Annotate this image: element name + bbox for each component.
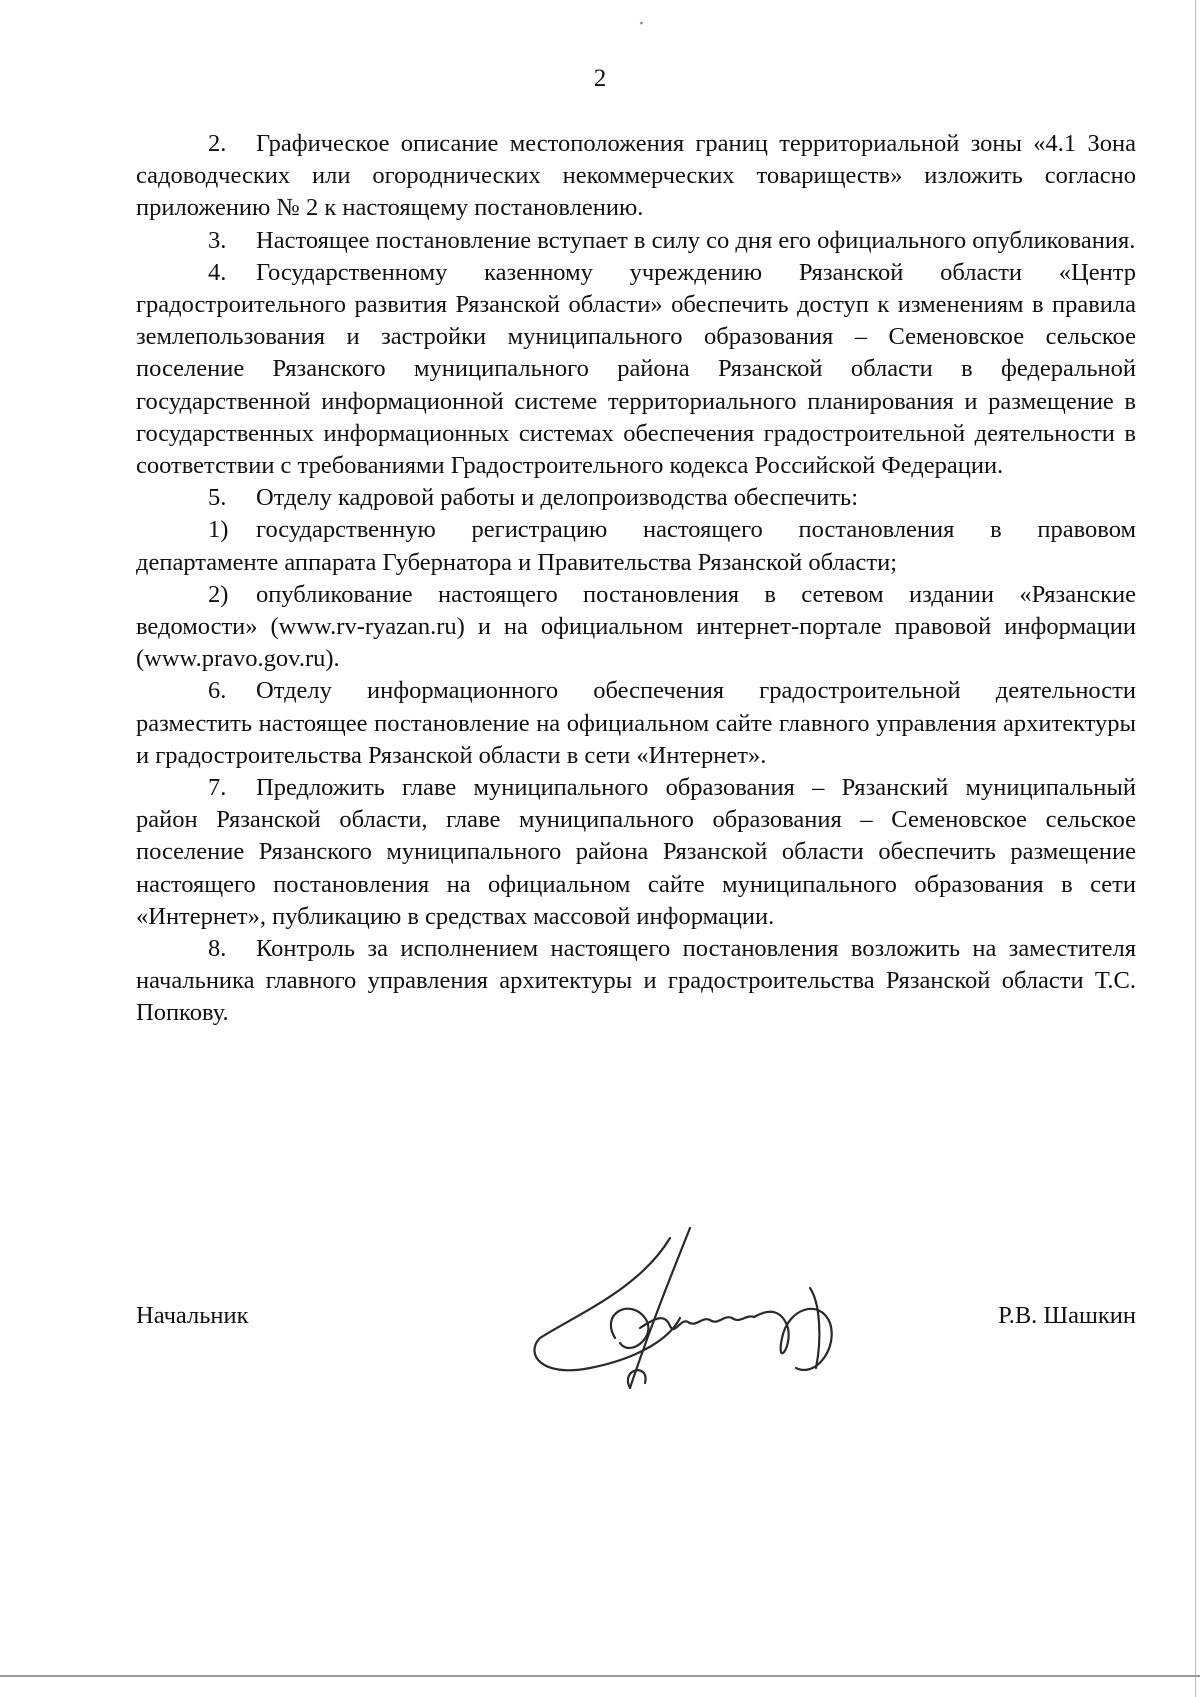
paragraph-4 (136, 257, 1136, 482)
paragraph-7 (136, 772, 1136, 933)
paragraph-number: 8. (208, 935, 227, 963)
scan-edge-bottom (0, 1675, 1200, 1677)
paragraph-text: Государственному казенному учреждению Рязанской области «Центр градостроительного развития Рязанской области» обеспечить доступ к изменениям в правила землепользования и застройки муниципального образования – Семеновское сельское поселение Рязанского муниципального района Рязанской области в федеральной государственной информационной системе территориального планирования и размещение в государственных информационных системах обеспечения градостроительной деятельности в соответствии с требованиями Градостроительного кодекса Российской Федерации. (136, 258, 1136, 480)
paragraph-8 (136, 933, 1136, 1030)
paragraph-text: Настоящее постановление вступает в силу со дня его официального опубликования. (256, 226, 1136, 254)
scan-edge-right (1195, 0, 1196, 1697)
document-body (136, 128, 1136, 1030)
page-number: 2 (593, 65, 607, 92)
paragraph-3 (136, 225, 1136, 257)
paragraph-number: 6. (208, 677, 227, 705)
paragraph-5 (136, 482, 1136, 514)
paragraph-text: Контроль за исполнением настоящего постановления возложить на заместителя начальника главного управления архитектуры и градостроительства Рязанской области Т.С. Попкову. (136, 935, 1136, 1027)
paragraph-text: государственную регистрацию настоящего постановления в правовом департаменте аппарата Губернатора и Правительства Рязанской области; (136, 516, 1136, 576)
subparagraph-5-1 (136, 514, 1136, 578)
signature-block (136, 1300, 1136, 1400)
paragraph-number: 4. (208, 258, 227, 286)
paragraph-6 (136, 675, 1136, 772)
paragraph-number: 7. (208, 774, 227, 802)
signatory-title: Начальник (136, 1302, 249, 1329)
paragraph-number: 2. (208, 130, 227, 157)
paragraph-number: 1) (208, 516, 229, 544)
paragraph-number: 3. (208, 226, 227, 254)
signatory-name: Р.В. Шашкин (998, 1302, 1136, 1329)
subparagraph-5-2 (136, 579, 1136, 676)
paragraph-2 (136, 128, 1136, 225)
paragraph-number: 5. (208, 484, 227, 512)
paragraph-text: Отделу кадровой работы и делопроизводства обеспечить: (256, 484, 859, 512)
paragraph-text: Предложить главе муниципального образования – Рязанский муниципальный район Рязанской области, главе муниципального образования – Семеновское сельское поселение Рязанского муниципального района Рязанской области обеспечить размещение настоящего постановления на официальном сайте муниципального образования в сети «Интернет», публикацию в средствах массовой информации. (136, 774, 1136, 930)
paragraph-text: Графическое описание местоположения границ территориальной зоны «4.1 Зона садоводческих или огороднических некоммерческих товариществ» изложить согласно приложению № 2 к настоящему постановлению. (136, 130, 1136, 222)
paragraph-text: опубликование настоящего постановления в сетевом издании «Рязанские ведомости» (www.rv-ryazan.ru) и на официальном интернет-портале правовой информации (www.pravo.gov.ru). (136, 580, 1136, 673)
paragraph-number: 2) (208, 580, 229, 608)
scan-speck (640, 21, 644, 24)
paragraph-text: Отделу информационного обеспечения градостроительной деятельности разместить настоящее постановление на официальном сайте главного управления архитектуры и градостроительства Рязанской области в сети «Интернет». (136, 677, 1136, 769)
